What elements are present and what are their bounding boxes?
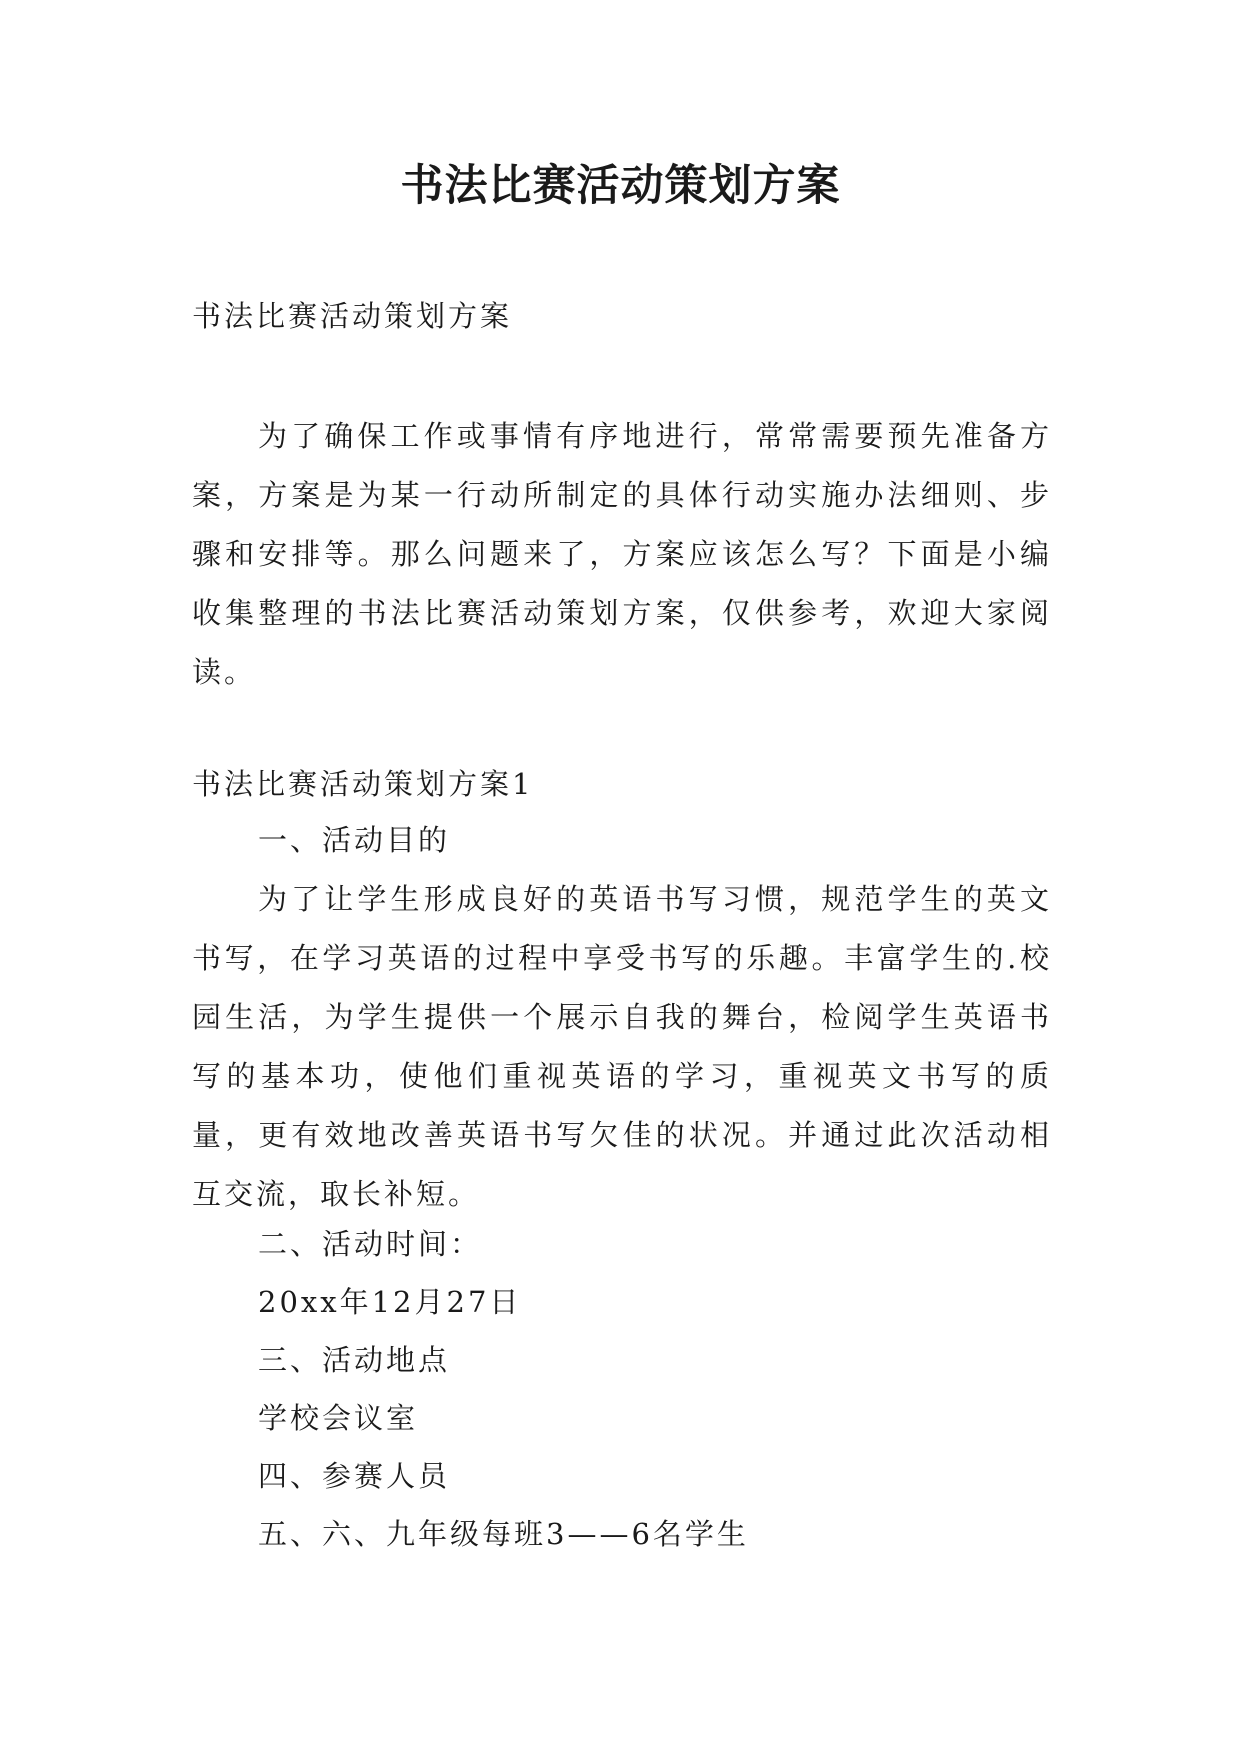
goal-paragraph: 为了让学生形成良好的英语书写习惯，规范学生的英文书写，在学习英语的过程中享受书写的乐趣。丰富学生的.校园生活，为学生提供一个展示自我的舞台，检阅学生英语书写的基本功，使他们重视英语的学习，重视英文书写的质量，更有效地改善英语书写欠佳的状况。并通过此次活动相互交流，取长补短。 xyxy=(192,882,1052,1211)
intro-paragraph: 为了确保工作或事情有序地进行，常常需要预先准备方案，方案是为某一行动所制定的具体行动实施办法细则、步骤和安排等。那么问题来了，方案应该怎么写？下面是小编收集整理的书法比赛活动策划方案，仅供参考，欢迎大家阅读。 xyxy=(192,419,1052,689)
people-value: 五、六、九年级每班3——6名学生 xyxy=(258,1517,749,1551)
plan-heading: 书法比赛活动策划方案1 xyxy=(192,767,534,801)
section-goal-heading: 一、活动目的 xyxy=(258,823,451,857)
place-value: 学校会议室 xyxy=(258,1401,419,1435)
time-value: 20xx年12月27日 xyxy=(258,1285,522,1319)
section-time-heading: 二、活动时间： xyxy=(258,1227,483,1261)
document-subtitle: 书法比赛活动策划方案 xyxy=(192,299,513,333)
section-people-heading: 四、参赛人员 xyxy=(258,1459,451,1493)
section-place-heading: 三、活动地点 xyxy=(258,1343,451,1377)
document-title: 书法比赛活动策划方案 xyxy=(400,161,841,211)
